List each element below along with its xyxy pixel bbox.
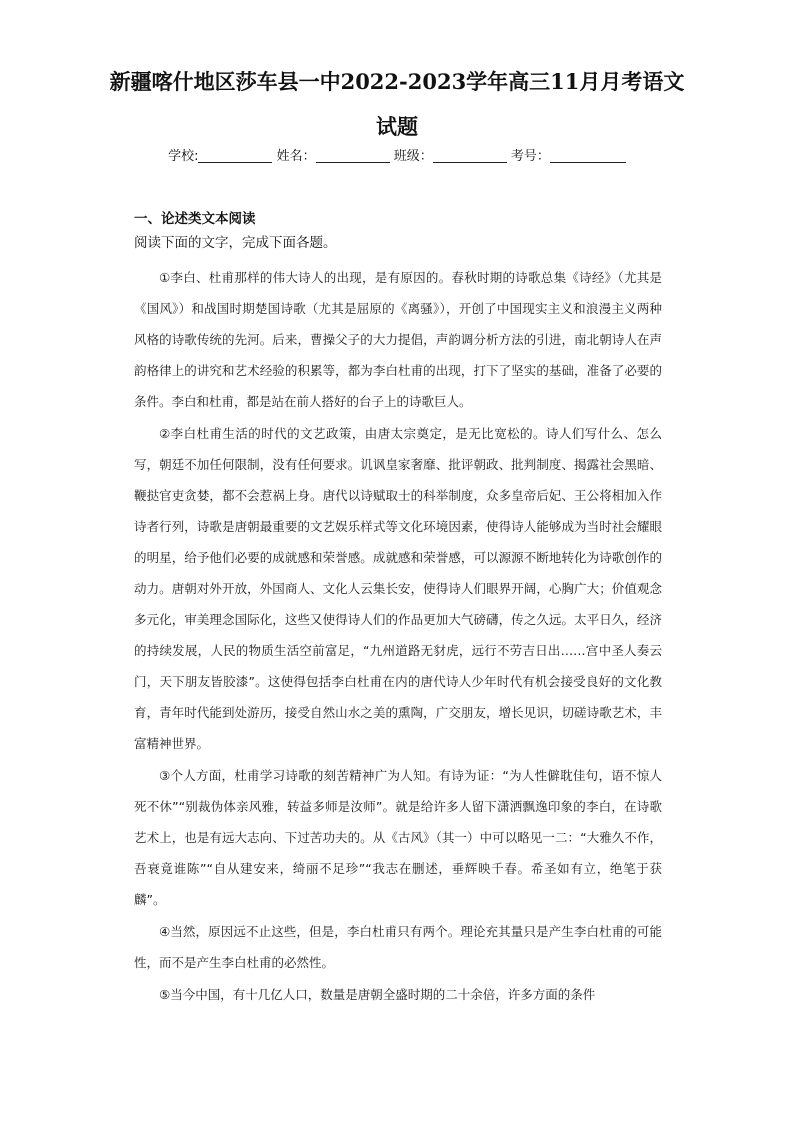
student-info-line [0,145,794,164]
paragraph-3: ③个人方面，杜甫学习诗歌的刻苦精神广为人知。有诗为证：“为人性僻耽佳句，语不惊人死不休”“别裁伪体亲风雅，转益多师是汝师”。就是给许多人留下潇洒飘逸印象的李白，在诗歌艺术上，也是有远大志向、下过苦功夫的。从《古风》（其一）中可以略见一二：“大雅久不作，吾衰竟谁陈”“自从建安来，绮丽不足珍”“我志在删述，垂辉映千春。希圣如有立，绝笔于获麟”。 [134,768,662,907]
paragraph-1: ①李白、杜甫那样的伟大诗人的出现，是有原因的。春秋时期的诗歌总集《诗经》（尤其是《国风》）和战国时期楚国诗歌（尤其是屈原的《离骚》），开创了中国现实主义和浪漫主义两种风格的诗歌传统的先河。后来，曹操父子的大力提倡，声韵调分析方法的引进，南北朝诗人在声韵格律上的讲究和艺术经验的积累等，都为李白杜甫的出现，打下了坚实的基础，准备了必要的条件。李白和杜甫，都是站在前人搭好的台子上的诗歌巨人。 [134,270,662,409]
paragraph-2: ②李白杜甫生活的时代的文艺政策，由唐太宗奠定，是无比宽松的。诗人们写什么、怎么写，朝廷不加任何限制，没有任何要求。讥讽皇家奢靡、批评朝政、批判制度、揭露社会黑暗、鞭挞官吏贪婪，都不会惹祸上身。唐代以诗赋取士的科举制度，众多皇帝后妃、王公将相加入作诗者行列，诗歌是唐朝最重要的文艺娱乐样式等文化环境因素，使得诗人能够成为当时社会耀眼的明星，给予他们必要的成就感和荣誉感。成就感和荣誉感，可以源源不断地转化为诗歌创作的动力。唐朝对外开放，外国商人、文化人云集长安，使得诗人们眼界开阔，心胸广大；价值观念多元化，审美理念国际化，这些又使得诗人们的作品更加大气磅礴，传之久远。太平日久，经济的持续发展，人民的物质生活空前富足，“九州道路无豺虎，远行不劳吉日出……宫中圣人奏云门，天下朋友皆胶漆”。这使得包括李白杜甫在内的唐代诗人少年时代有机会接受良好的文化教育，青年时代能到处游历，接受自然山水之美的熏陶，广交朋友，增长见识，切磋诗歌艺术，丰富精神世界。 [134,426,662,751]
exam-number-label: 考号： [510,149,550,164]
section-heading: 一、论述类文本阅读 [134,211,256,227]
exam-number-blank [550,148,626,163]
class-blank [433,148,507,163]
name-label: 姓名： [276,149,316,164]
reading-instruction: 阅读下面的文字，完成下面各题。 [134,235,337,251]
school-label: 学校: [168,149,199,164]
reading-passage [134,262,662,1010]
document-title: 新疆喀什地区莎车县一中2022-2023学年高三11月月考语文 [109,69,685,94]
paragraph-5: ⑤当今中国，有十几亿人口，数量是唐朝全盛时期的二十余倍，许多方面的条件 [159,987,596,1002]
document-title-continued: 试题 [376,114,418,139]
class-label: 班级： [393,149,433,164]
paragraph-4: ④当然，原因远不止这些，但是，李白杜甫只有两个。理论充其量只是产生李白杜甫的可能性，而不是产生李白杜甫的必然性。 [134,924,662,970]
school-blank [198,148,272,163]
name-blank [316,148,390,163]
